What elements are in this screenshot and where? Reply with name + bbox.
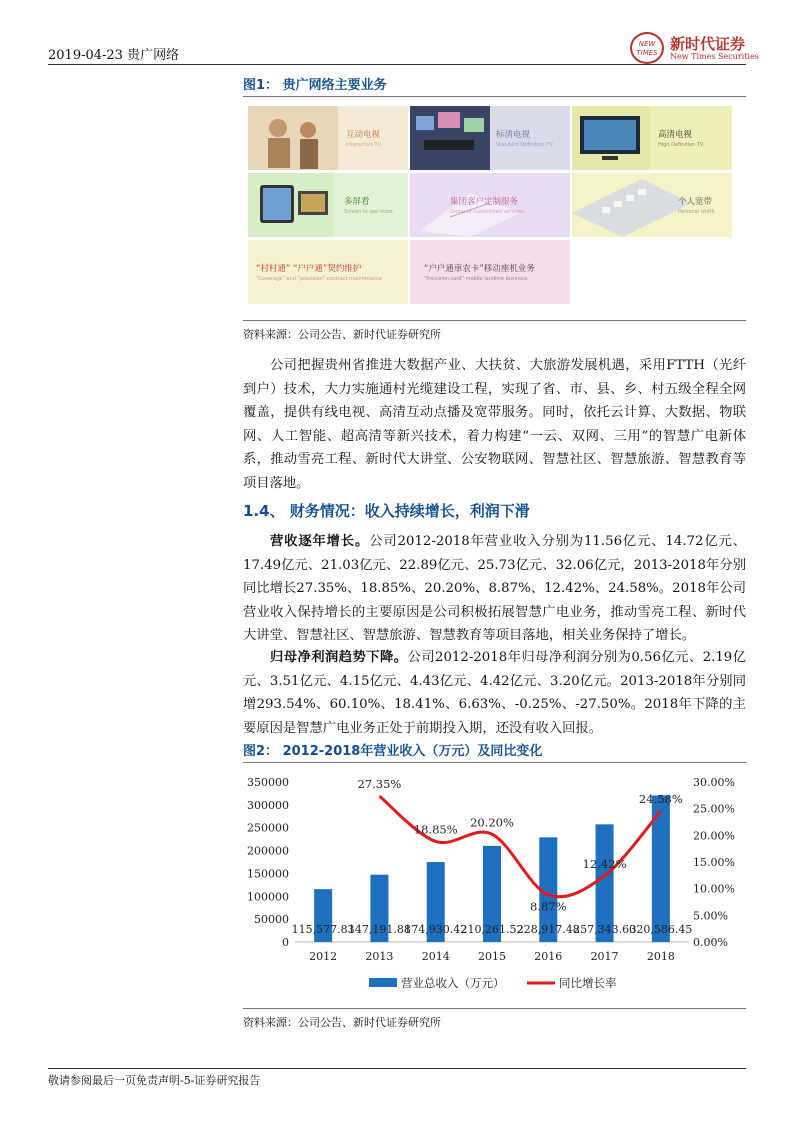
revenue-body: 公司2012-2018年营业收入分别为11.56亿元、14.72亿元、17.49亿元、21.03亿元、22.89亿元、25.73亿元、32.06亿元，2013-2018年分别同比增长27.35%、18.85%、20.20%、8.87%、12.42%、24.58%。2018年公司营业收入保持增长的主要原因是公司积极拓展智慧广电业务，推动雪亮工程、新时代大讲堂、智慧社区、智慧旅游、智慧教育等项目落地，相关业务保持了增长。	[243, 534, 746, 643]
revenue-value-label: 210,261.52	[460, 923, 524, 936]
multi-device-icon	[248, 173, 334, 237]
tile-mobile-landline	[410, 240, 570, 304]
business-grid	[248, 106, 732, 304]
tile-title: 互动电视	[346, 130, 381, 140]
profit-lead: 归母净利润趋势下降。	[270, 650, 408, 665]
growth-rate-label: 18.85%	[413, 822, 458, 837]
tile-subtitle: “Provision card” mobile landline business	[424, 276, 528, 282]
tile-title: 标清电视	[496, 130, 531, 140]
section-heading: 1.4、 财务情况：收入持续增长，利润下滑	[243, 502, 530, 520]
footer-disclaimer: 敬请参阅最后一页免责声明-5-证券研究报告	[48, 1074, 261, 1087]
growth-rate-label: 12.42%	[582, 856, 627, 871]
y-right-tick-label: 30.00%	[693, 776, 735, 789]
figure1-top-rule	[243, 96, 746, 97]
tile-personal-broadband	[572, 173, 732, 237]
x-tick-label: 2014	[421, 950, 450, 963]
figure2-source: 资料来源：公司公告、新时代证券研究所	[243, 1016, 441, 1029]
y-left-tick-label: 250000	[247, 821, 289, 835]
tile-hd-tv	[572, 106, 732, 170]
x-tick-label: 2016	[534, 950, 563, 963]
tile-title: 个人宽带	[678, 197, 713, 207]
figure1-title: 图1： 贵广网络主要业务	[243, 78, 387, 93]
figure1-source: 资料来源：公司公告、新时代证券研究所	[243, 328, 441, 341]
tile-subtitle: Standard Definition TV	[496, 142, 553, 148]
tile-title: 集团客户定制服务	[450, 197, 519, 207]
y-right-tick-label: 0.00%	[693, 936, 728, 949]
tile-subtitle: Group of customized services	[450, 209, 525, 215]
figure2-title: 图2： 2012-2018年营业收入（万元）及同比变化	[243, 744, 543, 759]
footer-divider	[48, 1068, 746, 1069]
tile-title: 高清电视	[658, 130, 693, 140]
y-right-tick-label: 20.00%	[693, 829, 735, 843]
tile-subtitle: Interactive TV	[346, 142, 381, 148]
header-divider	[48, 64, 746, 65]
y-left-tick-label: 150000	[247, 867, 289, 881]
profit-paragraph	[243, 646, 746, 740]
growth-rate-label: 24.58%	[638, 791, 683, 806]
logo-text-en: New Times Securities	[670, 52, 759, 61]
profit-body: 公司2012-2018年归母净利润分别为0.56亿元、2.19亿元、3.51亿元、4.15亿元、4.43亿元、4.42亿元、3.20亿元。2013-2018年分别同增293.54%、60.10%、18.41%、6.63%、-0.25%、-27.50%。2018年下降的主要原因是智慧广电业务正处于前期投入期，还没有收入回报。	[243, 650, 746, 736]
revenue-value-label: 147,191.88	[347, 923, 411, 936]
x-tick-label: 2012	[309, 950, 338, 963]
revenue-lead: 营收逐年增长。	[270, 534, 370, 549]
y-left-tick-label: 350000	[247, 776, 289, 789]
revenue-chart	[243, 766, 746, 1002]
tile-title: “户户通車农卡”移动座机业务	[424, 264, 535, 274]
growth-rate-label: 8.87%	[530, 899, 567, 914]
revenue-paragraph	[243, 530, 746, 648]
tile-sd-tv	[410, 106, 570, 170]
legend-bar-swatch	[369, 978, 397, 987]
growth-rate-label: 20.20%	[470, 815, 514, 830]
y-right-tick-label: 15.00%	[693, 856, 735, 869]
tile-subtitle: Screen to see more	[344, 209, 393, 215]
logo-badge: NEW TIMES	[630, 32, 664, 64]
people-photo-icon	[248, 106, 338, 170]
hd-tv-icon	[572, 106, 650, 170]
tile-subtitle: Personal width	[678, 209, 715, 215]
tile-multi-screen	[248, 173, 408, 237]
y-left-tick-label: 0	[282, 936, 289, 949]
brand-logo	[630, 32, 759, 64]
y-right-tick-label: 5.00%	[693, 909, 728, 923]
x-tick-label: 2017	[590, 950, 619, 963]
header-date-company: 2019-04-23 贵广网络	[48, 48, 180, 63]
figure1-bottom-rule	[243, 320, 746, 321]
x-tick-label: 2015	[478, 950, 506, 963]
tile-title: “村村通” “户户通”契约维护	[256, 264, 362, 274]
revenue-value-label: 115,577.83	[291, 923, 355, 936]
revenue-value-label: 320,586.45	[629, 923, 693, 936]
tile-subtitle: “Coverage” and “provision” contract maintenance	[256, 276, 382, 282]
tile-village-coverage	[248, 240, 408, 304]
revenue-value-label: 174,930.42	[404, 923, 468, 936]
logo-text-cn: 新时代证券	[670, 35, 746, 53]
legend-line-label: 同比增长率	[559, 976, 617, 990]
y-left-tick-label: 100000	[247, 890, 289, 904]
revenue-value-label: 257,343.60	[573, 923, 637, 936]
tile-subtitle: High Definition TV	[658, 142, 704, 148]
tile-enterprise-service	[410, 173, 570, 237]
tv-screens-icon	[410, 106, 490, 170]
y-left-tick-label: 300000	[247, 798, 289, 812]
figure2-bottom-rule	[243, 1008, 746, 1009]
growth-rate-label: 27.35%	[357, 777, 402, 792]
y-left-tick-label: 50000	[254, 913, 289, 927]
tile-interactive-tv	[248, 106, 408, 170]
intro-paragraph: 公司把握贵州省推进大数据产业、大扶贫、大旅游发展机遇，采用FTTH（光纤到户）技术，大力实施通村光缆建设工程，实现了省、市、县、乡、村五级全程全网覆盖，提供有线电视、高清互动点播及宽带服务。同时，依托云计算、大数据、物联网、人工智能、超高清等新兴技术，着力构建“一云、双网、三用”的智慧广电新体系，推动雪亮工程、新时代大讲堂、公安物联网、智慧社区、智慧旅游、智慧教育等项目落地。	[243, 358, 746, 491]
x-tick-label: 2013	[365, 950, 394, 963]
x-tick-label: 2018	[646, 950, 675, 963]
growth-rate-line	[379, 796, 660, 897]
legend-bar-label: 营业总收入（万元）	[401, 976, 505, 990]
y-right-tick-label: 10.00%	[693, 882, 735, 896]
y-right-tick-label: 25.00%	[693, 802, 735, 816]
tile-title: 多屏看	[344, 197, 370, 207]
revenue-value-label: 228,917.48	[516, 923, 580, 936]
figure2-top-rule	[243, 762, 746, 763]
y-left-tick-label: 200000	[247, 844, 289, 858]
